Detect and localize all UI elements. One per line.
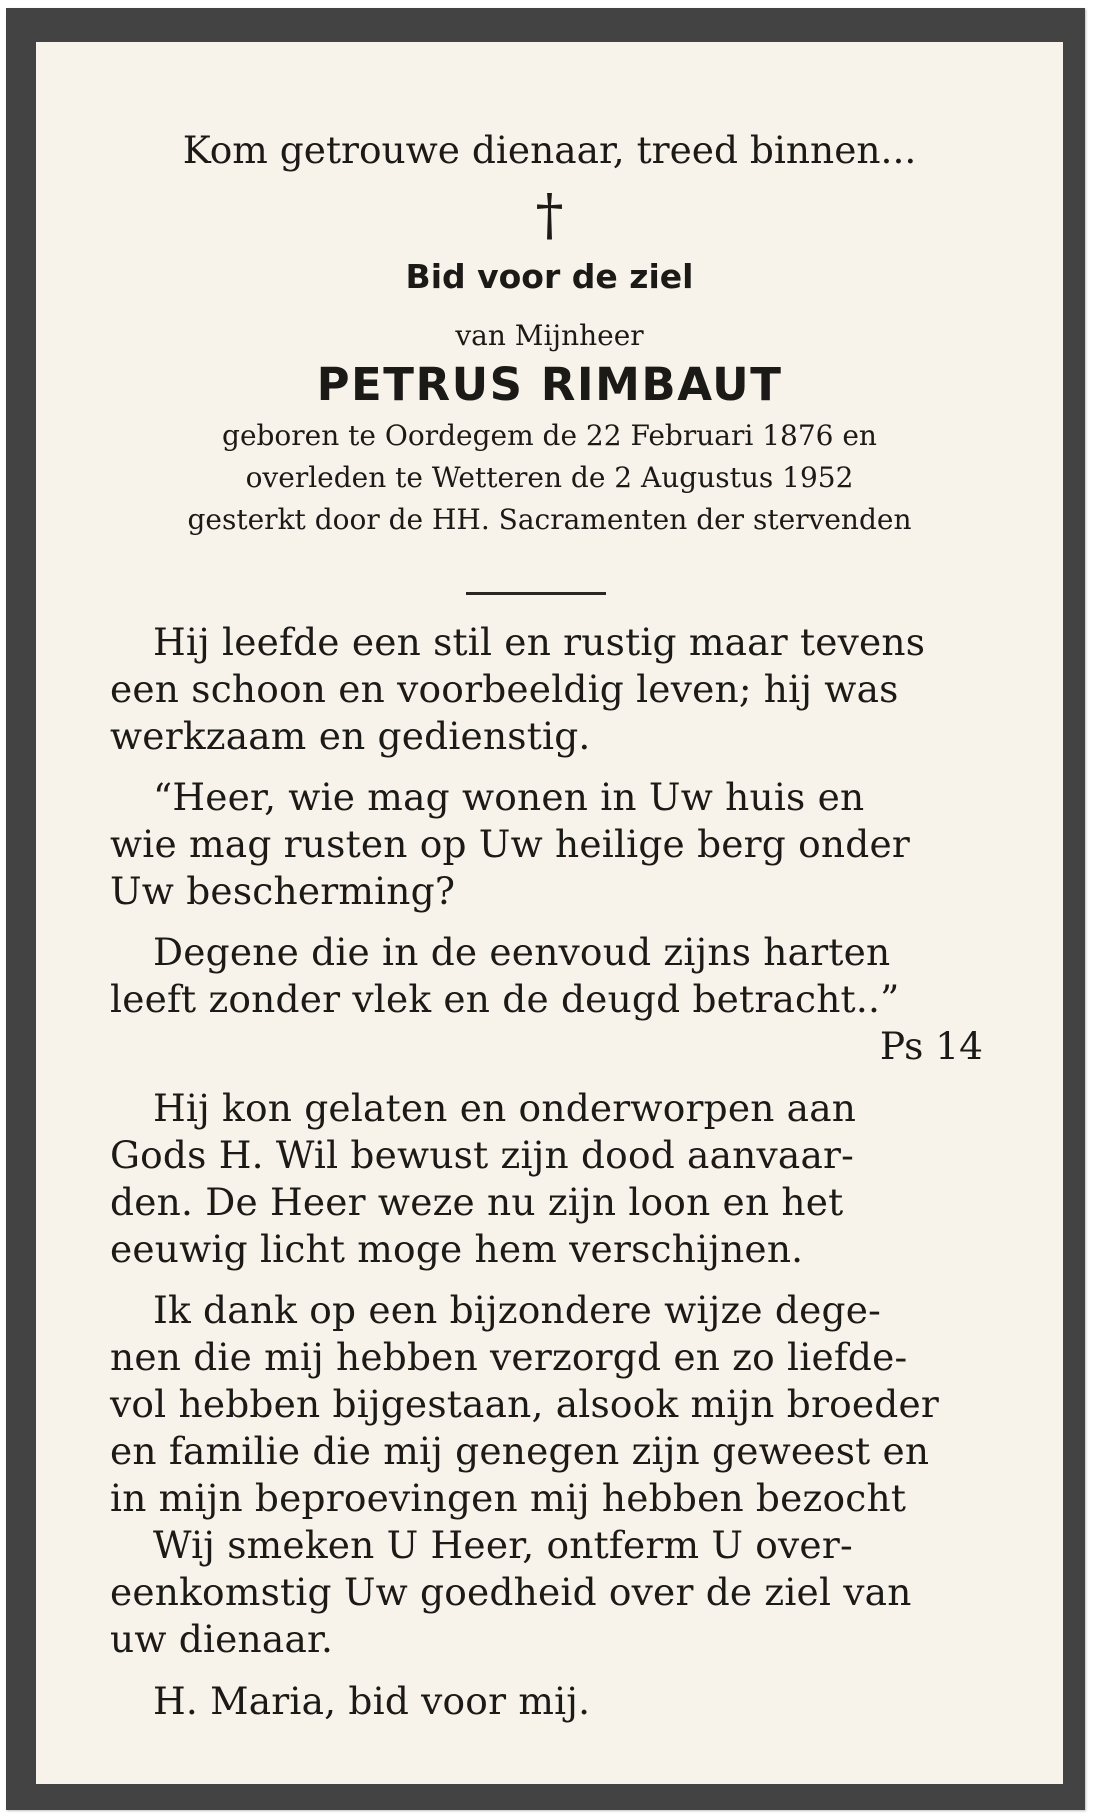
text-line: Wij smeken U Heer, ontferm U over- [153,1523,853,1567]
divider-rule [466,592,606,595]
cross-icon: † [535,183,564,248]
text-line: Uw bescherming? [110,869,456,913]
birth-line: geboren te Oordegem de 22 Februari 1876 en [222,419,877,452]
prayer-heading: Bid voor de ziel [405,257,694,296]
text-line: Hij kon gelaten en onderworpen aan [153,1086,857,1130]
closing-prayer: H. Maria, bid voor mij. [153,1679,591,1723]
text-line: werkzaam en gedienstig. [110,714,591,758]
text-line: wie mag rusten op Uw heilige berg onder [110,822,910,866]
memorial-card [6,8,1085,1810]
opening-verse: Kom getrouwe dienaar, treed binnen... [182,128,917,172]
text-line: nen die mij hebben verzorgd en zo liefde- [110,1335,908,1379]
text-line: den. De Heer weze nu zijn loon en het [110,1180,844,1224]
text-line: Hij leefde een stil en rustig maar tevens [153,620,926,664]
text-line: eeuwig licht moge hem verschijnen. [110,1227,804,1271]
deceased-name: PETRUS RIMBAUT [316,358,783,411]
sacraments-line: gesterkt door de HH. Sacramenten der stervenden [187,503,912,536]
text-line: en familie die mij genegen zijn geweest en [110,1429,930,1473]
card-paper [36,42,1063,1784]
text-line: uw dienaar. [110,1617,334,1661]
death-line: overleden te Wetteren de 2 Augustus 1952 [245,461,854,494]
text-line: in mijn beproevingen mij hebben bezocht [110,1476,907,1520]
text-line: Gods H. Wil bewust zijn dood aanvaar- [110,1133,855,1177]
text-line: Ik dank op een bijzondere wijze dege- [153,1288,881,1332]
text-line: leeft zonder vlek en de deugd betracht..” [110,977,900,1021]
text-line: eenkomstig Uw goedheid over de ziel van [110,1570,912,1614]
psalm-reference: Ps 14 [879,1024,983,1068]
text-line: een schoon en voorbeeldig leven; hij was [110,667,899,711]
of-mister: van Mijnheer [455,319,644,352]
text-line: “Heer, wie mag wonen in Uw huis en [153,775,865,819]
text-line: Degene die in de eenvoud zijns harten [153,930,891,974]
text-line: vol hebben bijgestaan, alsook mijn broeder [110,1382,940,1426]
